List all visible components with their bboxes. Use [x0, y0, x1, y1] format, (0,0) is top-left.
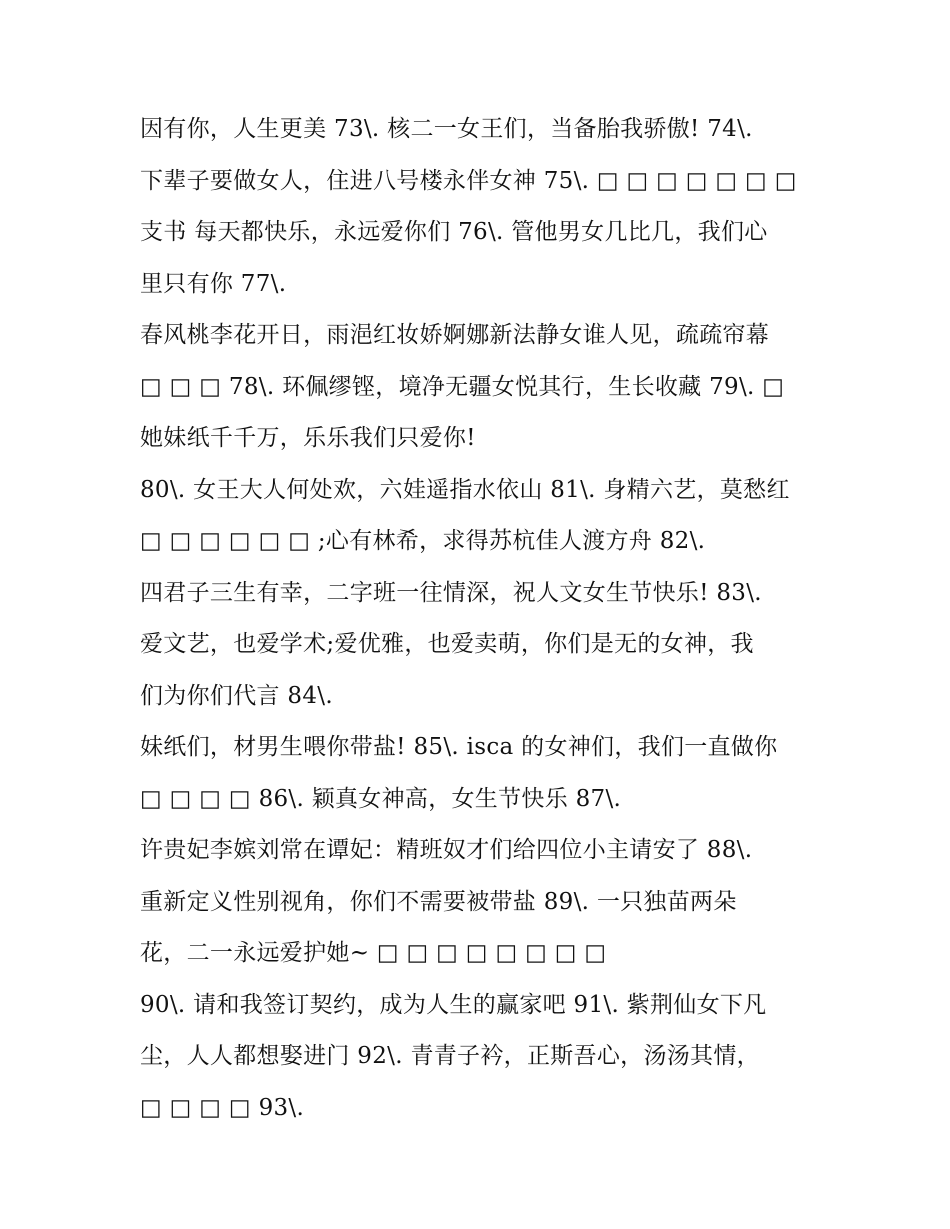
text-line: 她妹纸千千万，乐乐我们只爱你!: [140, 425, 476, 451]
text-line: 四君子三生有幸，二字班一往情深，祝人文女生节快乐! 83\.: [140, 579, 762, 606]
text-line: □ □ □ □ □ □ ;心有林希，求得苏杭佳人渡方舟 82\.: [140, 528, 706, 554]
text-line: 春风桃李花开日，雨浥红妆娇婀娜新法静女谁人见，疏疏帘幕: [140, 322, 770, 348]
text-line: 80\. 女王大人何处欢，六娃遥指水依山 81\. 身精六艺，莫愁红: [140, 476, 790, 503]
text-line: 花，二一永远爱护她~ □ □ □ □ □ □ □ □: [140, 940, 607, 966]
text-line: 里只有你 77\.: [140, 270, 287, 297]
text-line: 妹纸们，材男生喂你带盐! 85\. isca 的女神们，我们一直做你: [140, 734, 778, 760]
text-line: 们为你们代言 84\.: [140, 682, 333, 709]
text-line: 支书 每天都快乐，永远爱你们 76\. 管他男女几比几，我们心: [140, 219, 768, 245]
text-line: 90\. 请和我签订契约，成为人生的赢家吧 91\. 紫荆仙女下凡: [140, 991, 767, 1018]
text-line: 爱文艺，也爱学术;爱优雅，也爱卖萌，你们是无的女神，我: [140, 631, 754, 657]
text-line: □ □ □ □ 93\.: [140, 1094, 305, 1121]
text-line: □ □ □ 78\. 环佩缪铿，境净无疆女悦其行，生长收藏 79\. □: [140, 373, 785, 400]
text-line: 重新定义性别视角，你们不需要被带盐 89\. 一只独苗两朵: [140, 888, 737, 915]
text-line: 尘，人人都想娶进门 92\. 青青子衿，正斯吾心，汤汤其情，: [140, 1043, 760, 1069]
text-line: □ □ □ □ 86\. 颖真女神高，女生节快乐 87\.: [140, 785, 622, 812]
text-line: 因有你，人生更美 73\. 核二一女王们，当备胎我骄傲! 74\.: [140, 116, 753, 142]
text-line: 许贵妃李嫔刘常在谭妃：精班奴才们给四位小主请安了 88\.: [140, 837, 753, 863]
document-body: [140, 104, 820, 1134]
text-line: 下辈子要做女人，住进八号楼永伴女神 75\. □ □ □ □ □ □ □: [140, 167, 797, 194]
